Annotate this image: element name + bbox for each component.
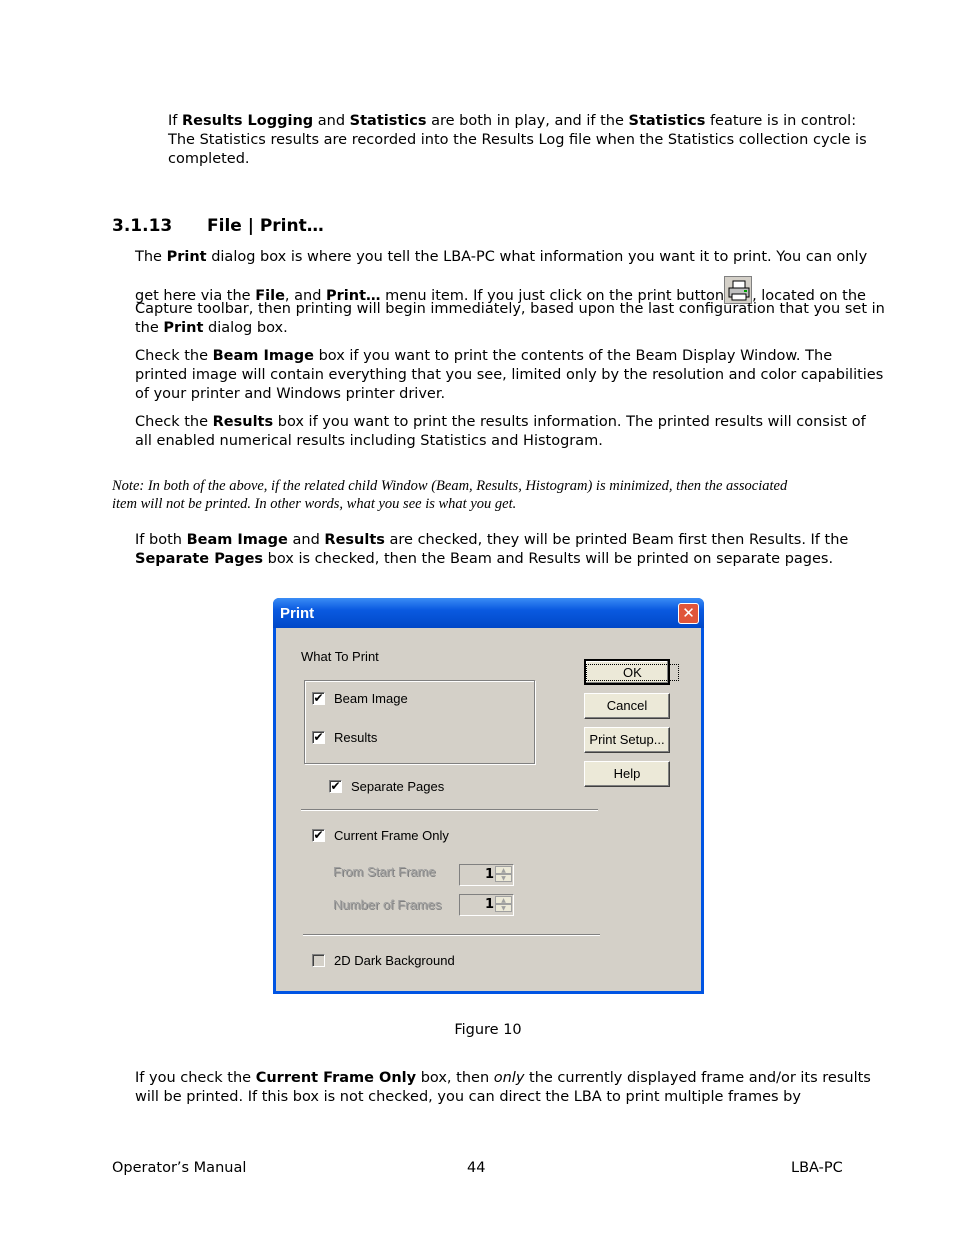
results-label: Results	[334, 730, 378, 745]
close-icon[interactable]: ✕	[678, 603, 699, 624]
beam-image-checkbox[interactable]: ✔	[313, 691, 324, 705]
separate-pages-label: Separate Pages	[351, 779, 445, 794]
section-heading	[112, 216, 324, 236]
body-line-3: Capture toolbar, then printing will begin immediately, based upon the last configuration that you set in	[135, 301, 885, 317]
body-line-2: get here via the File, and Print… menu item. If you just click on the print button , located on the	[135, 276, 866, 306]
note	[112, 477, 847, 513]
spin-up-icon[interactable]: ▲	[495, 896, 512, 904]
cancel-button[interactable]: Cancel	[584, 693, 670, 719]
beam-paragraph-line-1: Check the Beam Image box if you want to print the contents of the Beam Display Window. The	[135, 348, 833, 364]
beam-image-label: Beam Image	[334, 691, 408, 706]
ok-button[interactable]: OK	[584, 659, 670, 685]
what-to-print-label: What To Print	[301, 649, 379, 664]
dialog-body	[276, 628, 701, 991]
figure-caption: Figure 10	[454, 1022, 522, 1038]
section-title: File | Print…	[207, 216, 324, 236]
results-paragraph-line-1: Check the Results box if you want to print the results information. The printed results will consist of	[135, 414, 866, 430]
separator	[301, 809, 598, 811]
note-line-2: item will not be printed. In other words, what you see is what you get.	[112, 496, 517, 512]
both-paragraph-line-1: If both Beam Image and Results are checked, they will be printed Beam first then Results. If the	[135, 532, 849, 548]
dialog-titlebar[interactable]	[273, 598, 704, 628]
both-paragraph-line-2: Separate Pages box is checked, then the Beam and Results will be printed on separate pages.	[135, 551, 834, 567]
intro-line-2: The Statistics results are recorded into the Results Log file when the Statistics collection cycle is	[168, 132, 867, 148]
intro-line-3: completed.	[168, 151, 250, 167]
current-frame-only-label: Current Frame Only	[334, 828, 449, 843]
separate-pages-checkbox[interactable]: ✔	[330, 779, 341, 793]
dark-background-checkbox[interactable]	[312, 954, 325, 967]
dark-background-label: 2D Dark Background	[334, 953, 455, 968]
number-of-frames-label: Number of Frames	[333, 897, 442, 912]
number-of-frames-value: 1	[484, 897, 494, 912]
footer-right: LBA-PC	[791, 1160, 843, 1176]
current-frame-only-checkbox[interactable]: ✔	[313, 828, 324, 842]
footer-left: Operator’s Manual	[112, 1160, 247, 1176]
spin-down-icon[interactable]: ▼	[495, 874, 512, 882]
note-line-1: Note: In both of the above, if the related child Window (Beam, Results, Histogram) is minimized, then the associated	[112, 478, 788, 494]
help-button[interactable]: Help	[584, 761, 670, 787]
body-line-1: The Print dialog box is where you tell the LBA-PC what information you want it to print. You can only	[135, 249, 868, 265]
spin-down-icon[interactable]: ▼	[495, 904, 512, 912]
beam-paragraph-line-3: of your printer and Windows printer driver.	[135, 386, 446, 402]
closing-line-2: will be printed. If this box is not checked, you can direct the LBA to print multiple frames by	[135, 1089, 801, 1105]
print-dialog	[273, 598, 704, 994]
page-number: 44	[467, 1160, 486, 1176]
number-of-frames-spinner[interactable]	[459, 894, 514, 916]
results-paragraph-line-2: all enabled numerical results including Statistics and Histogram.	[135, 433, 603, 449]
intro-line-1: If Results Logging and Statistics are both in play, and if the Statistics feature is in control:	[168, 113, 857, 129]
section-number: 3.1.13	[112, 216, 173, 236]
from-start-frame-label: From Start Frame	[333, 864, 436, 879]
beam-paragraph-line-2: printed image will contain everything that you see, limited only by the resolution and color capabilities	[135, 367, 884, 383]
from-start-frame-value: 1	[484, 867, 494, 882]
results-checkbox[interactable]: ✔	[313, 730, 324, 744]
body-line-4: the Print dialog box.	[135, 320, 288, 336]
spin-up-icon[interactable]: ▲	[495, 866, 512, 874]
print-setup-button[interactable]: Print Setup...	[584, 727, 670, 753]
dialog-title: Print	[280, 605, 315, 622]
closing-line-1: If you check the Current Frame Only box, then only the currently displayed frame and/or its results	[135, 1070, 871, 1086]
from-start-frame-spinner[interactable]	[459, 864, 514, 886]
separator	[303, 934, 600, 936]
